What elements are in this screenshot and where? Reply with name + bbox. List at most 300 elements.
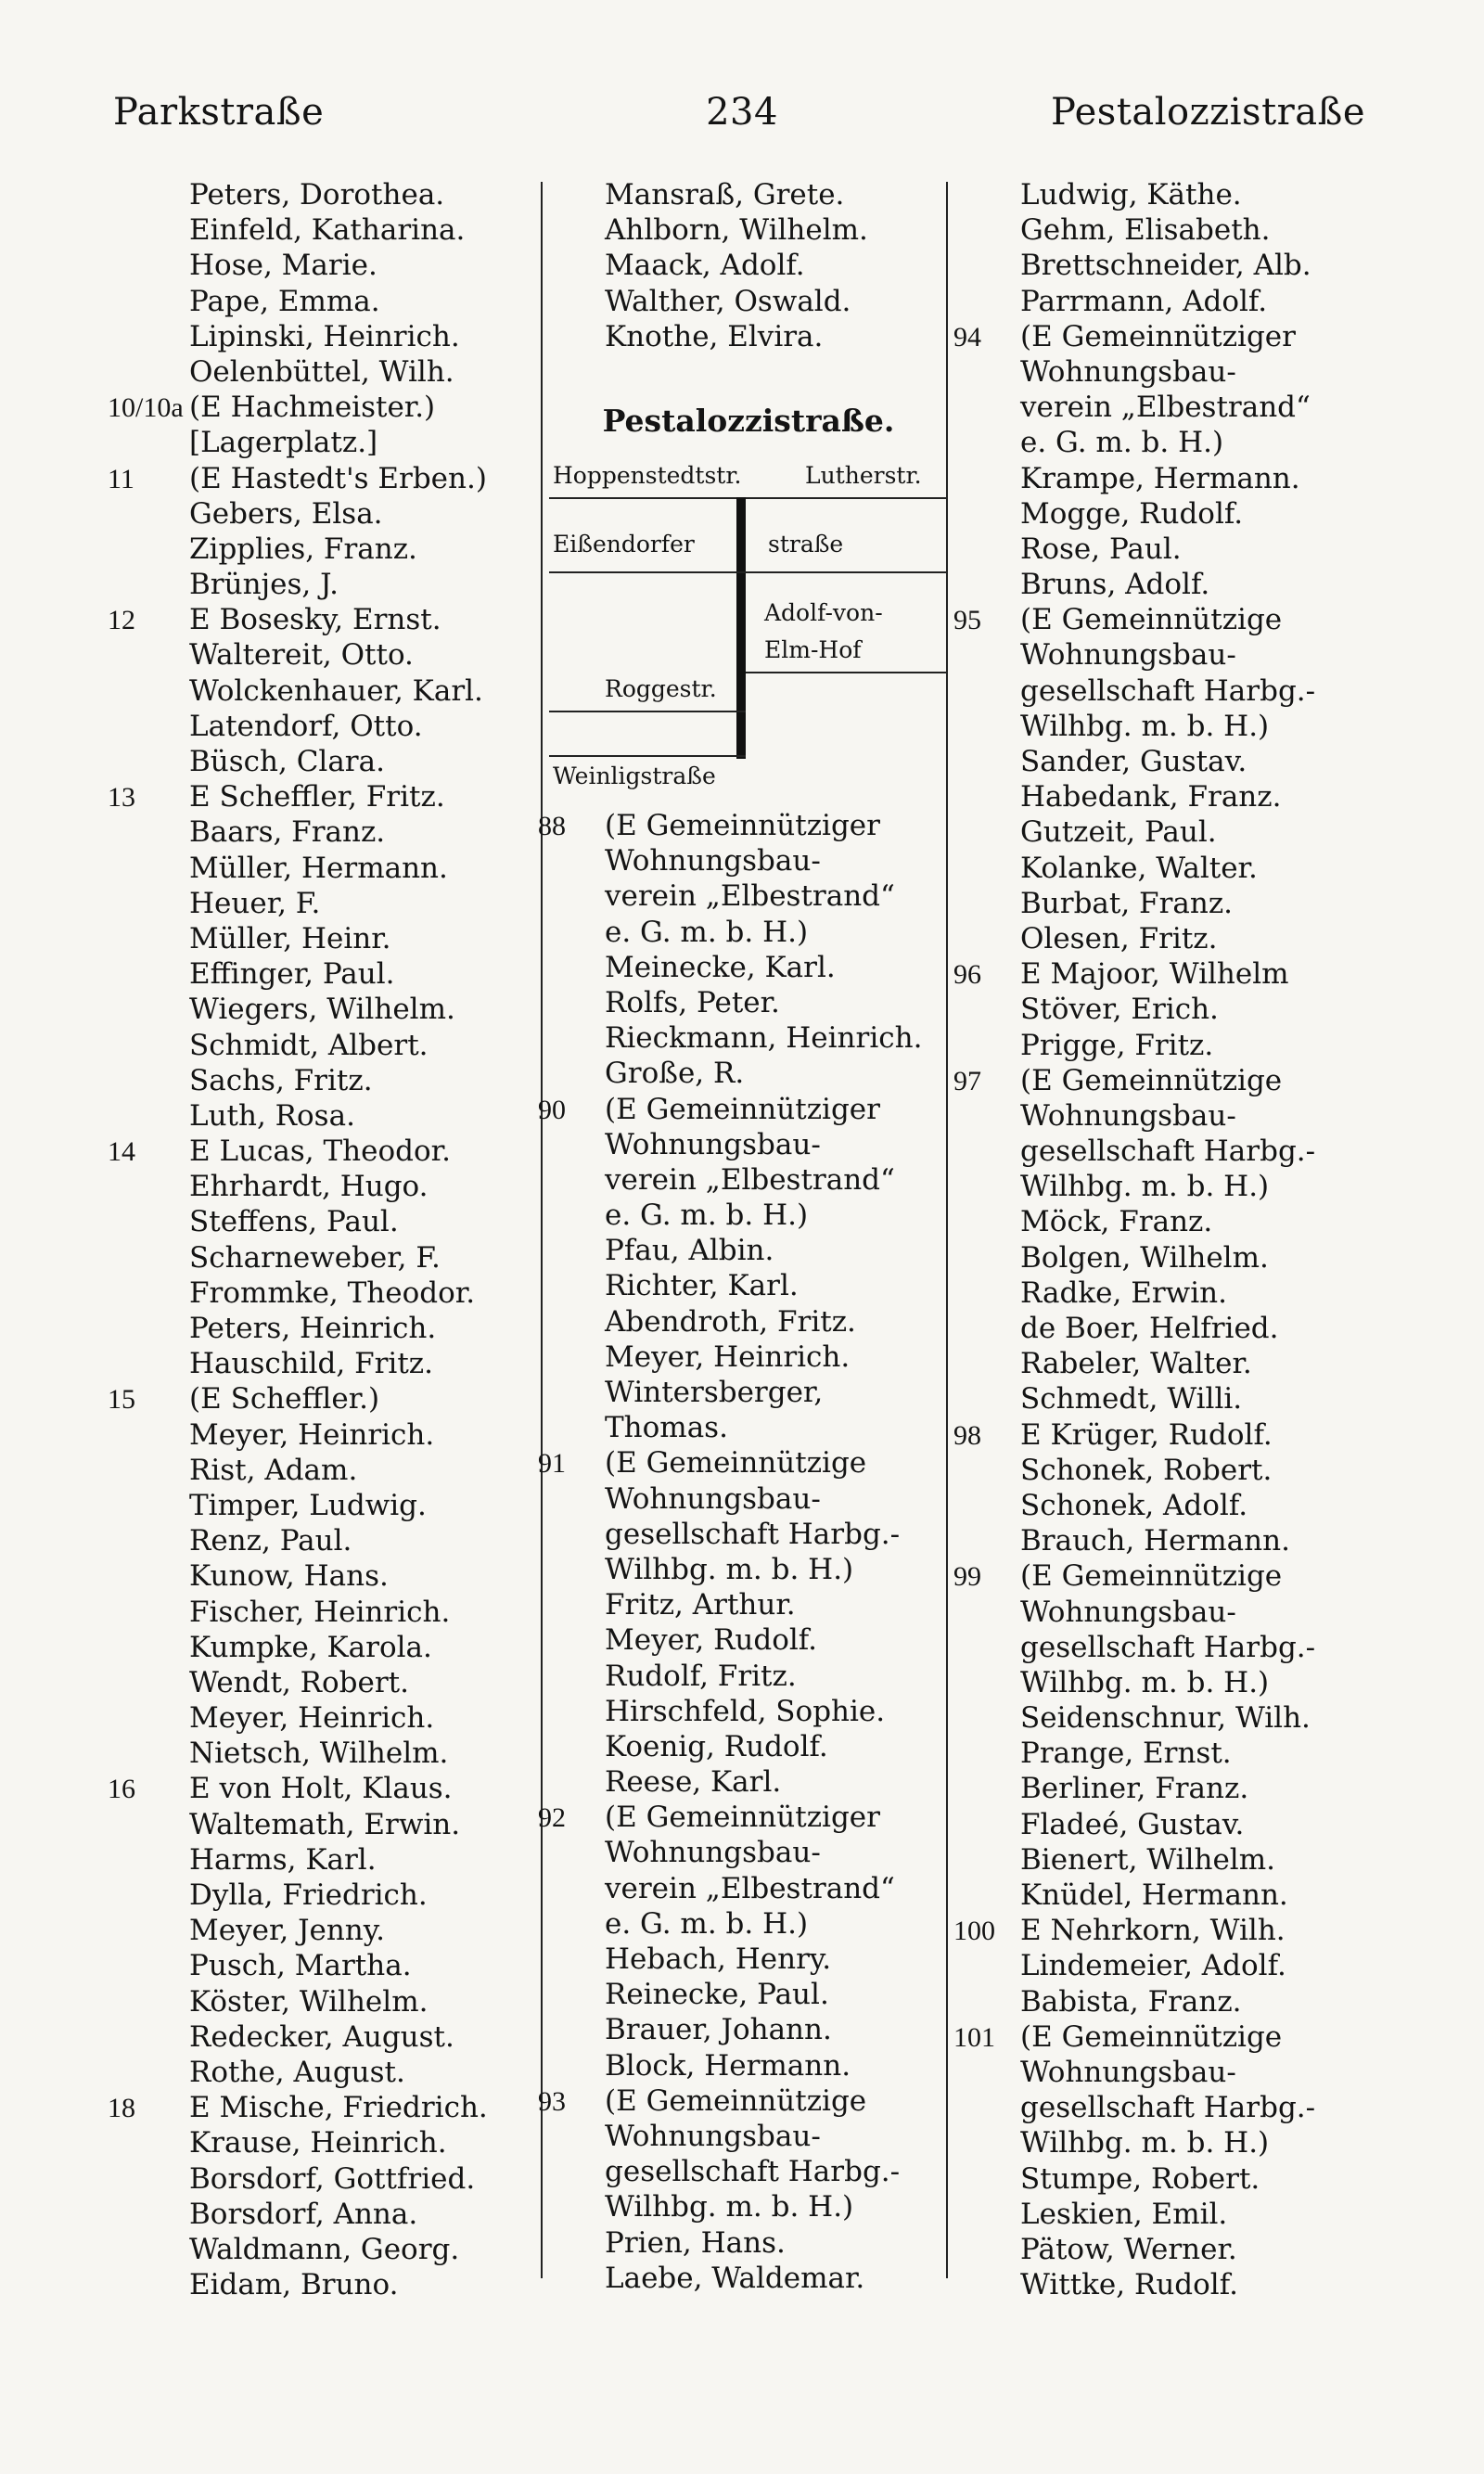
directory-entry — [953, 2162, 1389, 2198]
directory-entry — [953, 178, 1389, 213]
resident-name: Brauch, Hermann. — [1020, 1524, 1290, 1558]
directory-entry — [953, 1064, 1389, 1099]
house-number: 88 — [538, 811, 566, 841]
resident-name: Einfeld, Katharina. — [189, 213, 466, 248]
directory-entry — [953, 815, 1389, 851]
directory-entry — [538, 986, 946, 1021]
resident-name: Abendroth, Fritz. — [605, 1304, 856, 1339]
resident-name: (E Gemeinnütziger — [1020, 319, 1296, 353]
resident-name: Rist, Adam. — [189, 1453, 358, 1487]
directory-entry — [953, 2268, 1389, 2303]
resident-name: (E Gemeinnützige — [1020, 603, 1283, 637]
directory-entry — [108, 1418, 544, 1454]
resident-name: gesellschaft Harbg.- — [605, 1517, 901, 1551]
resident-name: (E Gemeinnütziger — [605, 809, 880, 842]
directory-entry — [108, 1559, 544, 1595]
directory-entry — [538, 1021, 946, 1057]
resident-name: Fritz, Arthur. — [605, 1588, 796, 1622]
running-head-left: Parkstraße — [113, 91, 325, 134]
directory-entry — [538, 879, 946, 915]
directory-entry — [953, 1241, 1389, 1276]
resident-name: Frommke, Theodor. — [189, 1275, 476, 1310]
directory-entry — [538, 2262, 946, 2297]
directory-entry — [953, 780, 1389, 815]
directory-entry — [953, 1524, 1389, 1559]
resident-name: Ludwig, Käthe. — [1020, 178, 1242, 212]
directory-entry — [953, 568, 1389, 603]
resident-name: Krause, Heinrich. — [189, 2126, 447, 2160]
resident-name: Seidenschnur, Wilh. — [1020, 1701, 1311, 1736]
directory-entry — [108, 745, 544, 780]
resident-name: Rose, Paul. — [1020, 532, 1182, 566]
directory-entry — [953, 320, 1389, 355]
resident-name: Eidam, Bruno. — [189, 2268, 399, 2302]
resident-name: Wilhbg. m. b. H.) — [1020, 709, 1270, 743]
house-number: 95 — [953, 605, 981, 636]
directory-entry — [953, 1347, 1389, 1382]
map-label-weinligstrasse: Weinligstraße — [553, 763, 716, 789]
directory-entry — [538, 1765, 946, 1801]
directory-entry — [108, 532, 544, 568]
directory-entry — [108, 993, 544, 1028]
resident-name: Koenig, Rudolf. — [605, 1729, 828, 1763]
directory-entry — [108, 1064, 544, 1099]
resident-name: Nietsch, Wilhelm. — [189, 1737, 449, 1771]
resident-name: Reinecke, Paul. — [605, 1978, 829, 2012]
resident-name: Fischer, Heinrich. — [189, 1595, 451, 1629]
resident-name: Wohnungsbau- — [1020, 1595, 1236, 1629]
house-number: 13 — [108, 782, 135, 814]
resident-name: gesellschaft Harbg.- — [1020, 1134, 1316, 1169]
resident-name: Pätow, Werner. — [1020, 2232, 1237, 2266]
map-label-lutherstr: Lutherstr. — [805, 462, 922, 489]
resident-name: Reese, Karl. — [605, 1765, 782, 1800]
directory-entry — [538, 1163, 946, 1199]
directory-entry — [108, 922, 544, 957]
directory-entry — [953, 1914, 1389, 1949]
directory-entry — [108, 426, 544, 461]
directory-entry — [538, 1340, 946, 1376]
directory-entry — [108, 1347, 544, 1382]
directory-entry — [538, 213, 946, 249]
directory-entry — [538, 916, 946, 951]
house-number: 92 — [538, 1802, 566, 1834]
directory-entry — [953, 1312, 1389, 1347]
resident-name: Wilhbg. m. b. H.) — [1020, 1665, 1270, 1699]
house-number: 18 — [108, 2093, 135, 2124]
resident-name: Berliner, Franz. — [1020, 1772, 1249, 1806]
directory-entry — [538, 1234, 946, 1269]
directory-entry — [538, 2013, 946, 2048]
directory-entry — [108, 780, 544, 815]
directory-entry — [108, 710, 544, 745]
resident-name: E Lucas, Theodor. — [189, 1134, 451, 1169]
resident-name: Habedank, Franz. — [1020, 780, 1282, 814]
directory-entry — [953, 1489, 1389, 1524]
resident-name: Rothe, August. — [189, 2055, 405, 2089]
resident-name: Wilhbg. m. b. H.) — [1020, 2126, 1270, 2160]
resident-name: Rabeler, Walter. — [1020, 1347, 1252, 1381]
page-number: 234 — [706, 91, 778, 134]
directory-entry — [538, 809, 946, 844]
directory-entry — [108, 1029, 544, 1064]
map-line-lower — [549, 711, 746, 712]
resident-name: Borsdorf, Anna. — [189, 2197, 418, 2231]
directory-entry — [108, 320, 544, 355]
resident-name: Wiegers, Wilhelm. — [189, 993, 455, 1027]
resident-name: E Krüger, Rudolf. — [1020, 1417, 1273, 1452]
directory-entry — [538, 1411, 946, 1446]
house-number: 96 — [953, 959, 981, 991]
directory-entry — [953, 1596, 1389, 1631]
directory-entry — [953, 355, 1389, 391]
resident-name: Olesen, Fritz. — [1020, 921, 1218, 955]
resident-name: Wohnungsbau- — [605, 1836, 821, 1870]
directory-entry — [538, 1553, 946, 1588]
resident-name: verein „Elbestrand“ — [605, 1871, 895, 1905]
resident-name: (E Scheffler.) — [189, 1382, 380, 1416]
directory-entry — [538, 844, 946, 879]
resident-name: (E Gemeinnütziger — [605, 1801, 880, 1835]
directory-entry — [108, 2233, 544, 2268]
directory-entry — [538, 2084, 946, 2120]
directory-entry — [953, 1808, 1389, 1843]
directory-entry — [108, 249, 544, 284]
directory-entry — [953, 2056, 1389, 2091]
resident-name: Pusch, Martha. — [189, 1949, 412, 1983]
directory-entry — [538, 951, 946, 986]
directory-entry — [953, 1134, 1389, 1170]
directory-entry — [538, 1907, 946, 1942]
resident-name: Wohnungsbau- — [1020, 354, 1236, 389]
resident-name: Ehrhardt, Hugo. — [189, 1170, 429, 1204]
resident-name: Möck, Franz. — [1020, 1205, 1213, 1239]
resident-name: Harms, Karl. — [189, 1842, 377, 1877]
directory-entry — [538, 1128, 946, 1163]
resident-name: Köster, Wilhelm. — [189, 1984, 429, 2019]
resident-name: Sander, Gustav. — [1020, 745, 1247, 778]
resident-name: Büsch, Clara. — [189, 745, 385, 778]
resident-name: Meinecke, Karl. — [605, 950, 836, 984]
resident-name: e. G. m. b. H.) — [605, 1199, 809, 1233]
directory-column-2-top — [538, 178, 946, 355]
resident-name: Maack, Adolf. — [605, 249, 805, 283]
directory-entry — [108, 391, 544, 426]
directory-entry — [953, 462, 1389, 497]
resident-name: Wilhbg. m. b. H.) — [1020, 1170, 1270, 1204]
directory-entry — [953, 1454, 1389, 1489]
resident-name: Burbat, Franz. — [1020, 886, 1234, 920]
map-line-right — [746, 672, 948, 673]
resident-name: verein „Elbestrand“ — [605, 1162, 895, 1197]
directory-entry — [108, 638, 544, 673]
directory-entry — [108, 1914, 544, 1949]
directory-entry — [538, 1660, 946, 1695]
resident-name: Richter, Karl. — [605, 1269, 799, 1303]
resident-name: Meyer, Heinrich. — [189, 1701, 435, 1736]
resident-name: Hirschfeld, Sophie. — [605, 1694, 886, 1728]
directory-entry — [108, 1099, 544, 1134]
resident-name: Oelenbüttel, Wilh. — [189, 354, 454, 389]
resident-name: Rieckmann, Heinrich. — [605, 1021, 923, 1056]
directory-entry — [108, 1170, 544, 1205]
directory-entry — [953, 2020, 1389, 2056]
resident-name: de Boer, Helfried. — [1020, 1312, 1279, 1345]
resident-name: Knothe, Elvira. — [605, 319, 824, 353]
resident-name: Wohnungsbau- — [1020, 1098, 1236, 1133]
directory-entry — [538, 1978, 946, 2013]
directory-entry — [953, 638, 1389, 673]
directory-entry — [953, 1170, 1389, 1205]
resident-name: Waltereit, Otto. — [189, 638, 414, 673]
directory-entry — [108, 1454, 544, 1489]
directory-entry — [953, 1276, 1389, 1312]
directory-entry — [538, 1376, 946, 1411]
resident-name: Hebach, Henry. — [605, 1942, 832, 1976]
directory-entry — [108, 2268, 544, 2303]
resident-name: e. G. m. b. H.) — [605, 1906, 809, 1941]
map-label-elm-hof: Elm-Hof — [764, 636, 862, 663]
map-label-hoppenstedtstr: Hoppenstedtstr. — [553, 462, 742, 489]
resident-name: Block, Hermann. — [605, 2048, 851, 2083]
resident-name: Bolgen, Wilhelm. — [1020, 1240, 1269, 1275]
directory-entry — [953, 1666, 1389, 1701]
resident-name: Kumpke, Karola. — [189, 1630, 432, 1664]
directory-entry — [953, 922, 1389, 957]
directory-entry — [538, 2120, 946, 2155]
resident-name: Rolfs, Peter. — [605, 985, 780, 1019]
directory-entry — [953, 710, 1389, 745]
resident-name: Kolanke, Walter. — [1020, 851, 1258, 885]
directory-entry — [953, 497, 1389, 532]
directory-entry — [108, 815, 544, 851]
directory-entry — [108, 213, 544, 249]
resident-name: Lindemeier, Adolf. — [1020, 1949, 1286, 1983]
resident-name: gesellschaft Harbg.- — [1020, 2091, 1316, 2125]
directory-entry — [538, 2226, 946, 2262]
resident-name: E Nehrkorn, Wilh. — [1020, 1914, 1286, 1948]
resident-name: Gutzeit, Paul. — [1020, 815, 1217, 850]
resident-name: Thomas. — [605, 1411, 728, 1445]
resident-name: Brünjes, J. — [189, 568, 339, 602]
resident-name: Borsdorf, Gottfried. — [189, 2161, 476, 2196]
resident-name: Walther, Oswald. — [605, 284, 851, 318]
house-number: 97 — [953, 1065, 981, 1096]
resident-name: (E Hachmeister.) — [189, 391, 436, 425]
street-map-title: Pestalozzistraße. — [602, 403, 895, 439]
directory-entry — [538, 1093, 946, 1128]
directory-entry — [108, 2198, 544, 2233]
directory-entry — [538, 1518, 946, 1553]
resident-name: gesellschaft Harbg.- — [605, 2155, 901, 2189]
resident-name: Wohnungsbau- — [605, 1481, 821, 1516]
directory-entry — [953, 2091, 1389, 2126]
directory-entry — [953, 745, 1389, 780]
directory-entry — [538, 1730, 946, 1765]
resident-name: Wintersberger, — [605, 1376, 824, 1409]
map-label-strasse: straße — [768, 531, 844, 558]
directory-entry — [538, 2155, 946, 2190]
resident-name: Wendt, Robert. — [189, 1665, 409, 1699]
directory-entry — [538, 1942, 946, 1978]
directory-entry — [953, 426, 1389, 461]
house-number: 16 — [108, 1774, 135, 1805]
directory-column-3 — [953, 178, 1389, 2303]
house-number: 91 — [538, 1448, 566, 1480]
directory-entry — [108, 1489, 544, 1524]
directory-entry — [953, 993, 1389, 1028]
resident-name: gesellschaft Harbg.- — [1020, 1630, 1316, 1664]
directory-entry — [108, 2126, 544, 2161]
directory-entry — [953, 2126, 1389, 2161]
resident-name: Scharneweber, F. — [189, 1240, 441, 1275]
resident-name: Hose, Marie. — [189, 249, 377, 283]
resident-name: E Mische, Friedrich. — [189, 2091, 488, 2125]
directory-entry — [953, 1559, 1389, 1595]
resident-name: gesellschaft Harbg.- — [1020, 673, 1316, 708]
resident-name: Pfau, Albin. — [605, 1234, 774, 1268]
resident-name: Schmidt, Albert. — [189, 1028, 429, 1062]
resident-name: Prigge, Fritz. — [1020, 1028, 1214, 1062]
directory-entry — [953, 1772, 1389, 1807]
house-number: 93 — [538, 2085, 566, 2117]
resident-name: (E Hastedt's Erben.) — [189, 461, 487, 495]
resident-name: Waldmann, Georg. — [189, 2232, 460, 2266]
resident-name: Leskien, Emil. — [1020, 2197, 1228, 2231]
resident-name: Stumpe, Robert. — [1020, 2161, 1260, 2196]
directory-entry — [953, 2198, 1389, 2233]
directory-entry — [108, 1312, 544, 1347]
house-number: 90 — [538, 1094, 566, 1125]
directory-entry — [108, 1596, 544, 1631]
resident-name: E von Holt, Klaus. — [189, 1772, 453, 1806]
resident-name: Timper, Ludwig. — [189, 1488, 427, 1522]
resident-name: Brettschneider, Alb. — [1020, 249, 1311, 283]
resident-name: Fladeé, Gustav. — [1020, 1807, 1245, 1841]
directory-entry — [953, 391, 1389, 426]
map-label-eissendorfer: Eißendorfer — [553, 531, 695, 558]
directory-entry — [953, 1737, 1389, 1772]
resident-name: Pape, Emma. — [189, 284, 380, 318]
resident-name: Müller, Hermann. — [189, 851, 448, 885]
resident-name: Stöver, Erich. — [1020, 993, 1219, 1027]
resident-name: Brauer, Johann. — [605, 2013, 832, 2047]
house-number: 100 — [953, 1916, 995, 1947]
directory-entry — [108, 1843, 544, 1878]
resident-name: e. G. m. b. H.) — [605, 915, 809, 949]
resident-name: Prange, Ernst. — [1020, 1737, 1232, 1771]
resident-name: (E Gemeinnütziger — [605, 1092, 880, 1126]
directory-entry — [538, 1269, 946, 1304]
directory-entry — [953, 285, 1389, 320]
resident-name: Knüdel, Hermann. — [1020, 1878, 1288, 1912]
map-vertical-street — [736, 497, 746, 759]
directory-entry — [538, 1695, 946, 1730]
resident-name: Luth, Rosa. — [189, 1098, 355, 1133]
house-number: 11 — [108, 463, 134, 494]
house-number: 98 — [953, 1419, 981, 1451]
resident-name: Meyer, Rudolf. — [605, 1623, 818, 1658]
resident-name: Meyer, Heinrich. — [605, 1340, 851, 1374]
running-head-right: Pestalozzistraße — [1050, 91, 1365, 134]
directory-entry — [108, 1772, 544, 1807]
resident-name: Parrmann, Adolf. — [1020, 284, 1268, 318]
directory-entry — [108, 2056, 544, 2091]
resident-name: Rudolf, Fritz. — [605, 1659, 797, 1693]
resident-name: (E Gemeinnützige — [605, 1446, 867, 1481]
resident-name: Meyer, Heinrich. — [189, 1417, 435, 1452]
directory-entry — [108, 1631, 544, 1666]
directory-entry — [108, 2162, 544, 2198]
resident-name: [Lagerplatz.] — [189, 426, 378, 460]
house-number: 12 — [108, 605, 135, 636]
directory-entry — [953, 1382, 1389, 1417]
directory-column-2-bottom — [538, 809, 946, 2297]
house-number: 10/10a — [108, 392, 184, 424]
resident-name: E Scheffler, Fritz. — [189, 780, 445, 814]
resident-name: E Majoor, Wilhelm — [1020, 957, 1289, 992]
resident-name: Wohnungsbau- — [605, 1127, 821, 1161]
directory-entry — [108, 1382, 544, 1417]
directory-entry — [538, 249, 946, 284]
directory-entry — [953, 887, 1389, 922]
directory-entry — [538, 1801, 946, 1836]
house-number: 94 — [953, 321, 981, 353]
resident-name: Schonek, Adolf. — [1020, 1488, 1248, 1522]
directory-entry — [953, 1099, 1389, 1134]
directory-entry — [538, 1305, 946, 1340]
directory-entry — [538, 320, 946, 355]
resident-name: Prien, Hans. — [605, 2225, 786, 2260]
directory-entry — [108, 285, 544, 320]
directory-entry — [108, 887, 544, 922]
resident-name: Waltemath, Erwin. — [189, 1807, 461, 1841]
directory-entry — [108, 1666, 544, 1701]
resident-name: Schmedt, Willi. — [1020, 1382, 1243, 1416]
directory-entry — [108, 674, 544, 710]
directory-column-1 — [108, 178, 544, 2303]
directory-entry — [953, 2233, 1389, 2268]
resident-name: Effinger, Paul. — [189, 957, 395, 992]
directory-entry — [108, 1241, 544, 1276]
directory-entry — [953, 1631, 1389, 1666]
directory-entry — [953, 1949, 1389, 1984]
resident-name: Ahlborn, Wilhelm. — [605, 213, 868, 248]
resident-name: Peters, Heinrich. — [189, 1312, 437, 1345]
directory-entry — [108, 1808, 544, 1843]
resident-name: Laebe, Waldemar. — [605, 2261, 865, 2295]
directory-entry — [953, 213, 1389, 249]
resident-name: Wohnungsbau- — [605, 844, 821, 878]
resident-name: Kunow, Hans. — [189, 1559, 389, 1594]
map-line-bottom — [549, 755, 746, 757]
directory-entry — [108, 1134, 544, 1170]
directory-entry — [108, 1205, 544, 1240]
directory-entry — [538, 1482, 946, 1518]
resident-name: Bienert, Wilhelm. — [1020, 1842, 1275, 1877]
directory-entry — [953, 1029, 1389, 1064]
directory-entry — [108, 603, 544, 638]
resident-name: Redecker, August. — [189, 2019, 454, 2054]
resident-name: Steffens, Paul. — [189, 1205, 399, 1239]
directory-entry — [953, 603, 1389, 638]
directory-entry — [538, 1446, 946, 1481]
resident-name: Müller, Heinr. — [189, 921, 391, 955]
resident-name: (E Gemeinnützige — [1020, 2019, 1283, 2054]
directory-entry — [108, 1524, 544, 1559]
resident-name: Wohnungsbau- — [1020, 638, 1236, 673]
resident-name: verein „Elbestrand“ — [605, 879, 895, 914]
